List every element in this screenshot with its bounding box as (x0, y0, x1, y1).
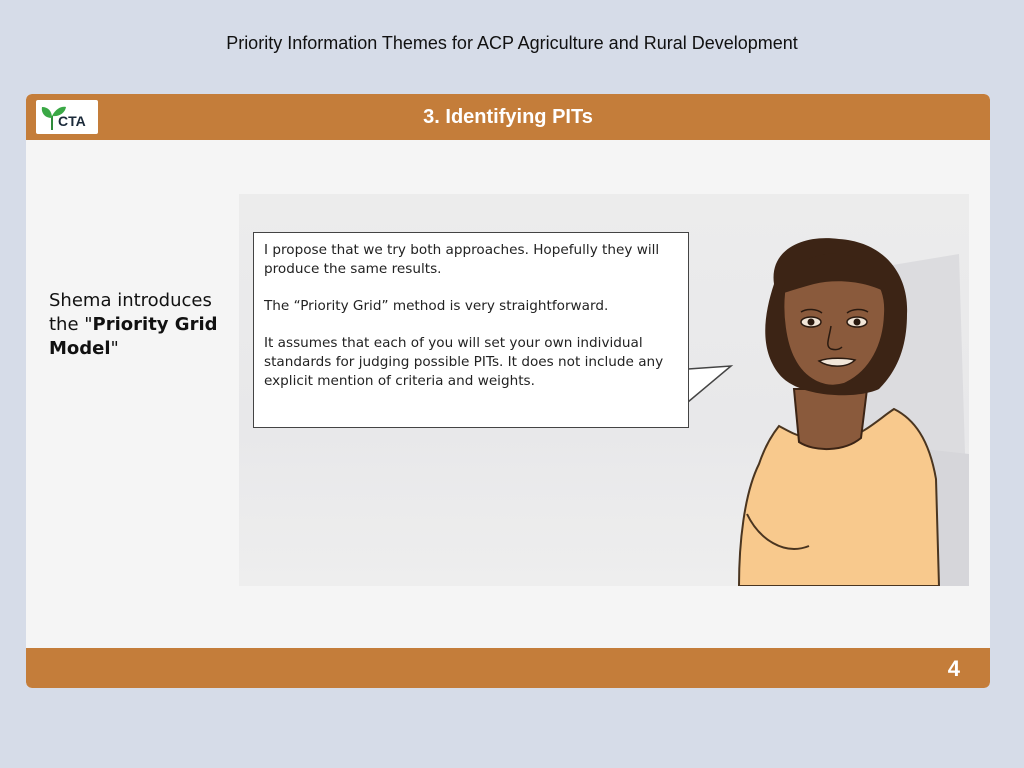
cta-logo-text: CTA (58, 113, 86, 129)
speech-paragraph-3: It assumes that each of you will set your own individual standards for judging possible PITs. It does not include any explicit mention of criteria and weights. (264, 335, 664, 389)
slide-footer-bar (26, 648, 990, 688)
character-illustration (239, 194, 969, 586)
slide-header-bar (26, 94, 990, 140)
caption-prefix: Shema introduces the " (49, 290, 212, 335)
speech-bubble (253, 232, 689, 428)
speech-paragraph-2: The “Priority Grid” method is very straightforward. (264, 298, 609, 314)
page-number: 4 (947, 656, 960, 681)
caption-emphasis: Priority Grid Model (49, 314, 218, 359)
document-title: Priority Information Themes for ACP Agriculture and Rural Development (226, 33, 798, 53)
caption-suffix: " (110, 338, 119, 359)
section-title: 3. Identifying PITs (423, 106, 593, 128)
speech-paragraph-1: I propose that we try both approaches. Hopefully they will produce the same results. (264, 242, 660, 277)
slide-caption (49, 289, 239, 361)
slide-panel (26, 94, 990, 688)
